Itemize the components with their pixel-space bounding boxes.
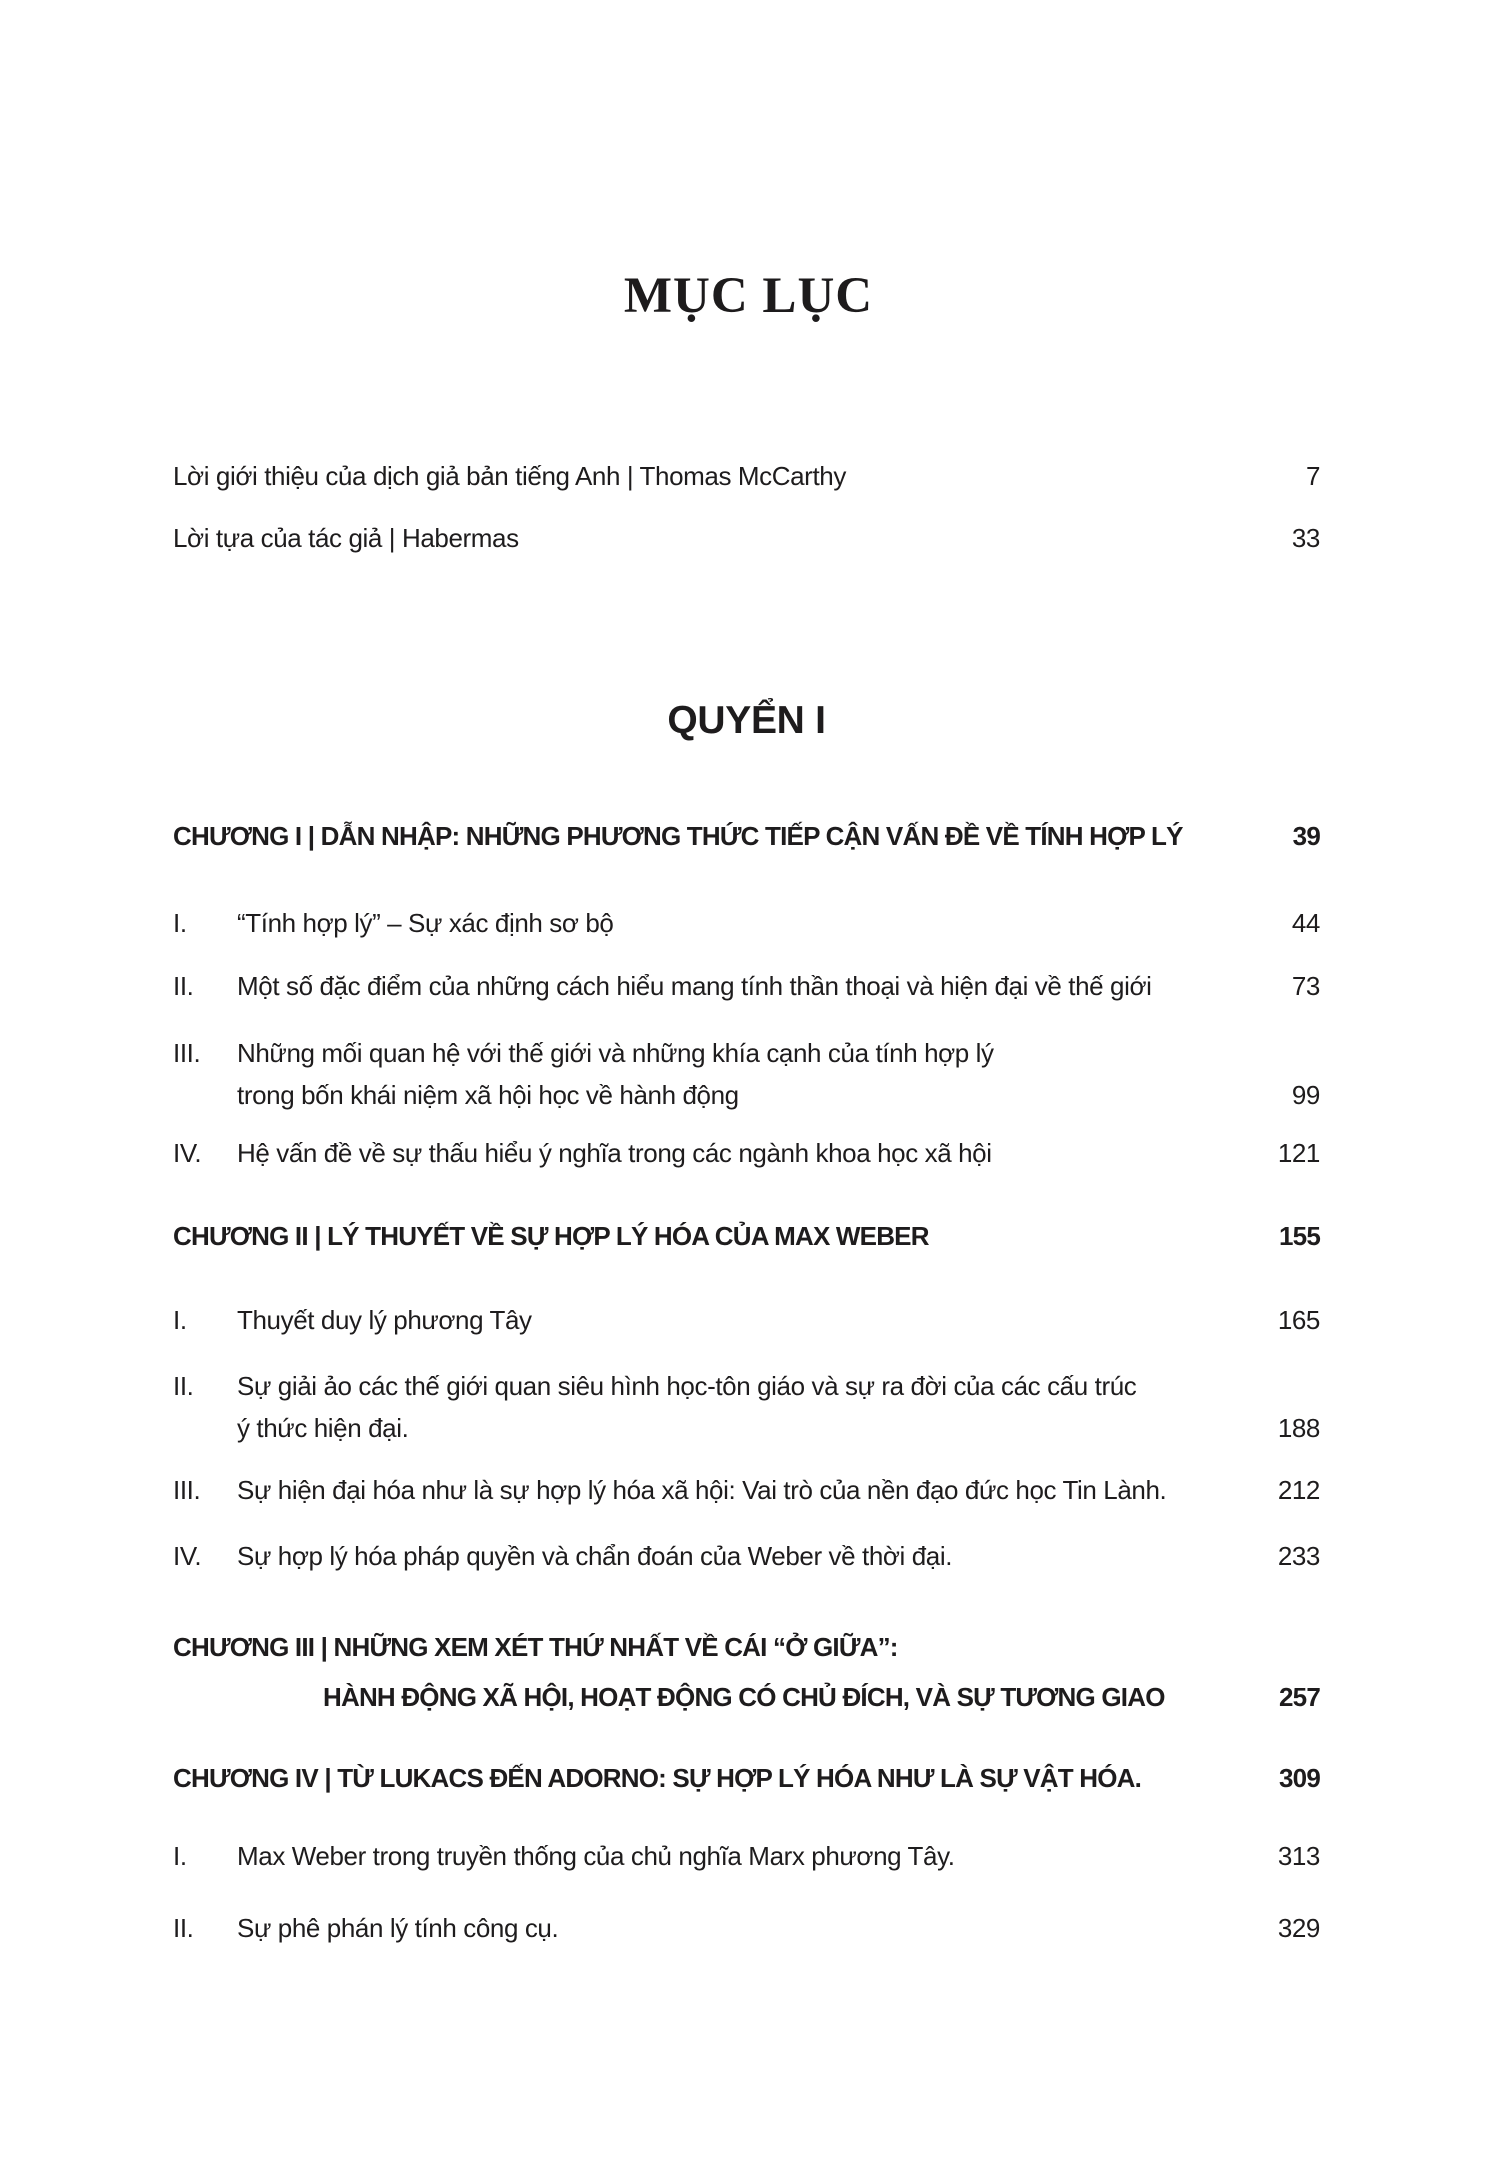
toc-entry bbox=[173, 965, 1320, 1007]
entry-page-number: 33 bbox=[1291, 523, 1320, 553]
entry-text bbox=[237, 1907, 1252, 1949]
entry-page-number: 73 bbox=[1291, 971, 1320, 1001]
toc-entry bbox=[173, 1835, 1320, 1877]
toc-content bbox=[173, 455, 1320, 1949]
entry-numeral: II. bbox=[173, 1913, 194, 1943]
chapter-heading bbox=[173, 1757, 1320, 1799]
entry-text bbox=[237, 902, 1252, 944]
part-heading: QUYỂN I bbox=[667, 699, 826, 742]
entry-page-number: 44 bbox=[1291, 908, 1320, 938]
front-matter-entry bbox=[173, 517, 1320, 559]
entry-page-number: 7 bbox=[1305, 461, 1320, 491]
entry-text-line: ý thức hiện đại. bbox=[237, 1413, 409, 1443]
entry-text bbox=[173, 517, 1252, 559]
chapter-title-line: CHƯƠNG I | DẪN NHẬP: NHỮNG PHƯƠNG THỨC TIẾP CẬN VẤN ĐỀ VỀ TÍNH HỢP LÝ bbox=[173, 821, 1183, 851]
entry-numeral: II. bbox=[173, 1371, 194, 1401]
toc-entry bbox=[173, 902, 1320, 944]
toc-entry bbox=[173, 1132, 1320, 1174]
entry-text bbox=[237, 1365, 1252, 1449]
chapter-title-line: CHƯƠNG IV | TỪ LUKACS ĐẾN ADORNO: SỰ HỢP LÝ HÓA NHƯ LÀ SỰ VẬT HÓA. bbox=[173, 1763, 1142, 1793]
entry-numeral: I. bbox=[173, 1305, 187, 1335]
entry-text-line: Lời giới thiệu của dịch giả bản tiếng Anh | Thomas McCarthy bbox=[173, 461, 846, 491]
toc-entry bbox=[173, 1365, 1320, 1449]
chapter-title bbox=[173, 1757, 1252, 1799]
chapter-heading bbox=[173, 815, 1320, 857]
toc-entry bbox=[173, 1469, 1320, 1511]
entry-text-line: trong bốn khái niệm xã hội học về hành động bbox=[237, 1080, 739, 1110]
entry-text bbox=[237, 965, 1252, 1007]
page-title: MỤC LỤC bbox=[623, 268, 874, 324]
chapter-heading bbox=[173, 1215, 1320, 1257]
entry-numeral: IV. bbox=[173, 1541, 202, 1571]
entry-page-number: 212 bbox=[1277, 1475, 1320, 1505]
entry-page-number: 121 bbox=[1277, 1138, 1320, 1168]
chapter-title-line: HÀNH ĐỘNG XÃ HỘI, HOẠT ĐỘNG CÓ CHỦ ĐÍCH, VÀ SỰ TƯƠNG GIAO bbox=[323, 1682, 1165, 1712]
entry-text bbox=[173, 455, 1252, 497]
chapter-title bbox=[173, 1622, 1252, 1722]
toc-entry bbox=[173, 1535, 1320, 1577]
entry-text-line: Những mối quan hệ với thế giới và những khía cạnh của tính hợp lý bbox=[237, 1038, 994, 1068]
entry-text-line: Một số đặc điểm của những cách hiểu mang tính thần thoại và hiện đại về thế giới bbox=[237, 971, 1152, 1001]
chapter-title bbox=[173, 1215, 1252, 1257]
entry-text-line: Sự hiện đại hóa như là sự hợp lý hóa xã hội: Vai trò của nền đạo đức học Tin Lành. bbox=[237, 1475, 1167, 1505]
entry-text-line: Max Weber trong truyền thống của chủ nghĩa Marx phương Tây. bbox=[237, 1841, 955, 1871]
entry-text bbox=[237, 1299, 1252, 1341]
chapter-title bbox=[173, 815, 1252, 857]
entry-text-line: Sự giải ảo các thế giới quan siêu hình học-tôn giáo và sự ra đời của các cấu trúc bbox=[237, 1371, 1137, 1401]
toc-entry bbox=[173, 1907, 1320, 1949]
entry-text-line: Sự phê phán lý tính công cụ. bbox=[237, 1913, 559, 1943]
chapter-page-number: 257 bbox=[1279, 1682, 1320, 1712]
chapter-title-line: CHƯƠNG III | NHỮNG XEM XÉT THỨ NHẤT VỀ CÁI “Ở GIỮA”: bbox=[173, 1632, 898, 1662]
entry-page-number: 188 bbox=[1277, 1413, 1320, 1443]
entry-text-line: Sự hợp lý hóa pháp quyền và chẩn đoán của Weber về thời đại. bbox=[237, 1541, 953, 1571]
entry-page-number: 165 bbox=[1277, 1305, 1320, 1335]
entry-numeral: I. bbox=[173, 1841, 187, 1871]
entry-page-number: 313 bbox=[1277, 1841, 1320, 1871]
entry-text-line: Thuyết duy lý phương Tây bbox=[237, 1305, 532, 1335]
entry-numeral: III. bbox=[173, 1475, 201, 1505]
chapter-title-line: CHƯƠNG II | LÝ THUYẾT VỀ SỰ HỢP LÝ HÓA CỦA MAX WEBER bbox=[173, 1221, 929, 1251]
entry-page-number: 99 bbox=[1291, 1080, 1320, 1110]
entry-text bbox=[237, 1032, 1252, 1116]
chapter-heading bbox=[173, 1622, 1320, 1722]
entry-text-line: “Tính hợp lý” – Sự xác định sơ bộ bbox=[237, 908, 614, 938]
entry-text bbox=[237, 1469, 1252, 1511]
entry-page-number: 329 bbox=[1277, 1913, 1320, 1943]
entry-numeral: IV. bbox=[173, 1138, 202, 1168]
toc-entry bbox=[173, 1032, 1320, 1116]
chapter-page-number: 309 bbox=[1279, 1763, 1320, 1793]
entry-numeral: III. bbox=[173, 1038, 201, 1068]
entry-text bbox=[237, 1535, 1252, 1577]
chapter-page-number: 155 bbox=[1279, 1221, 1320, 1251]
entry-text-line: Lời tựa của tác giả | Habermas bbox=[173, 523, 519, 553]
entry-text-line: Hệ vấn đề về sự thấu hiểu ý nghĩa trong các ngành khoa học xã hội bbox=[237, 1138, 992, 1168]
entry-text bbox=[237, 1835, 1252, 1877]
entry-text bbox=[237, 1132, 1252, 1174]
front-matter-entry bbox=[173, 455, 1320, 497]
entry-page-number: 233 bbox=[1277, 1541, 1320, 1571]
entry-numeral: II. bbox=[173, 971, 194, 1001]
toc-entry bbox=[173, 1299, 1320, 1341]
entry-numeral: I. bbox=[173, 908, 187, 938]
chapter-page-number: 39 bbox=[1292, 821, 1320, 851]
